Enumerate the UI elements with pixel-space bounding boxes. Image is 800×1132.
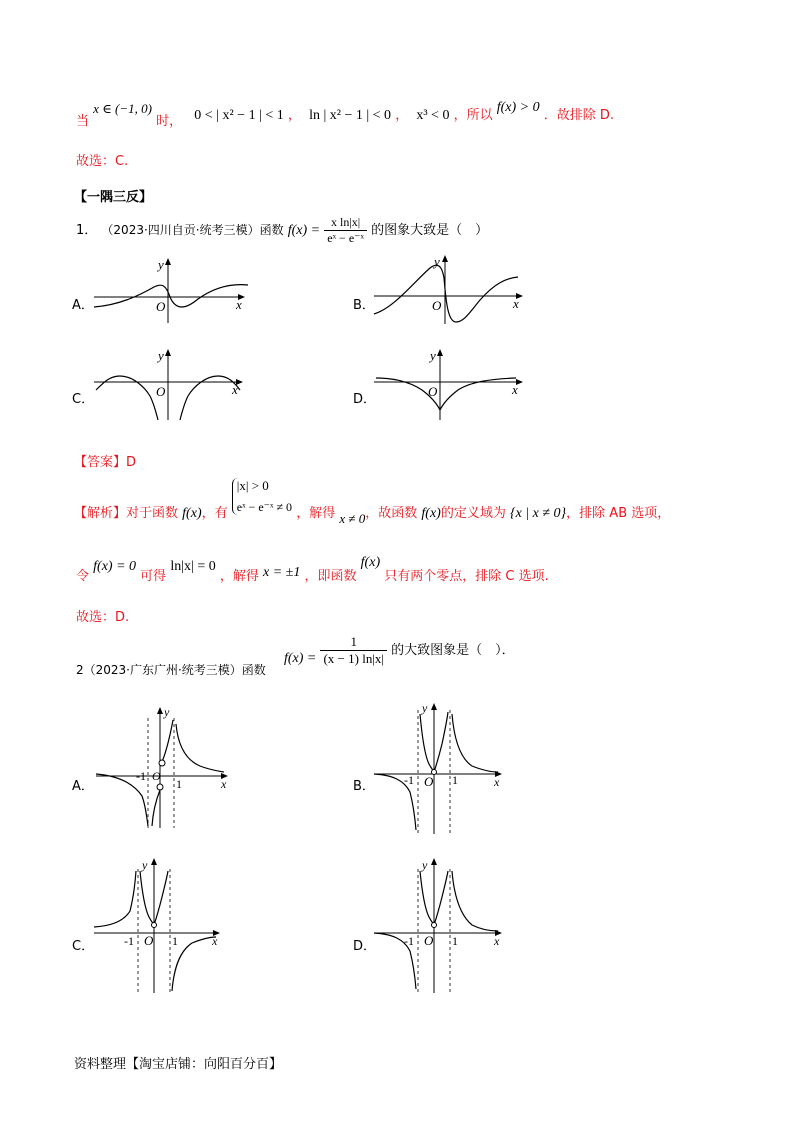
prev-comma-2: ， [287, 108, 301, 123]
section-title: 【一隅三反】 [74, 190, 153, 205]
q1-analysis-text-g: ，排除 AB 选项， [566, 506, 671, 521]
q1a-y-label: y [158, 257, 164, 272]
q1-analysis-text-a: 对于函数 [126, 506, 179, 521]
q1d-y-label: y [430, 348, 436, 363]
prev-ineq-3: x³ < 0 [416, 108, 450, 123]
q1-analysis-domain: {x | x ≠ 0} [510, 506, 567, 521]
prev-choice: 故选：C. [76, 154, 129, 169]
q2c-neg-one: -1 [124, 934, 134, 948]
q1-option-a-label[interactable]: A． [72, 298, 94, 313]
q2a-neg-one: -1 [136, 769, 146, 783]
q1-graph-c[interactable] [90, 348, 260, 423]
prev-suffix-a: ，所以 [453, 108, 493, 123]
q1a-origin: O [156, 299, 166, 314]
q1-graph-b[interactable] [370, 252, 540, 327]
q2b-neg-one: -1 [404, 773, 414, 787]
q1-analysis-func-2: f(x) [421, 506, 441, 521]
q1-analysis2-eq: f(x) = 0 [93, 559, 137, 574]
q2-fraction [320, 634, 387, 667]
q2a-y-label: y [164, 705, 170, 719]
q1-sys-1: |x| > 0 [236, 478, 269, 493]
q1-func-den: eˣ − e⁻ˣ [327, 231, 364, 245]
q2b-x-label: x [494, 775, 500, 789]
q2d-one: 1 [452, 934, 458, 948]
q1-analysis-text-d: ，故函数 [365, 506, 418, 521]
q2-graph-c[interactable] [92, 855, 232, 995]
prev-ineq-4: f(x) > 0 [496, 100, 540, 115]
q1-analysis-label: 【解析】 [74, 506, 127, 521]
q1b-y-label: y [434, 254, 440, 269]
q1-option-c-label[interactable]: C． [72, 392, 95, 407]
q1-analysis-text-b: ，有 [201, 506, 228, 521]
q1-analysis2-eq2: ln|x| = 0 [170, 559, 216, 574]
q1-func-num: x ln|x| [324, 215, 367, 231]
q1-answer [74, 451, 136, 470]
q2d-origin: O [424, 933, 434, 948]
q1-analysis2-text-d: ，即函数 [304, 569, 357, 584]
q1-analysis2-text-a: 令 [76, 569, 90, 584]
q2c-x-label: x [212, 934, 218, 948]
q2b-y-label: y [422, 701, 428, 715]
q2-option-a-label[interactable]: A． [72, 779, 94, 794]
q2-option-d-label[interactable]: D． [353, 939, 377, 954]
q2-number: 2（2023·广东广州·统考三模）函数 [76, 663, 266, 677]
q2-graph-d[interactable] [372, 855, 512, 995]
q2-graph-b[interactable] [372, 700, 512, 835]
q1c-y-label: y [158, 348, 164, 363]
q1d-origin: O [428, 384, 438, 399]
q2c-y-label: y [142, 858, 148, 872]
q1-choice: 故选：D. [76, 610, 130, 625]
prev-suffix-b: ．故排除 D. [543, 108, 615, 123]
q1-analysis-sol: x ≠ 0 [339, 511, 366, 526]
prev-ineq-2: ln | x² − 1 | < 0 [309, 108, 392, 123]
q1-analysis2-text-b: 可得 [140, 569, 167, 584]
q2b-origin: O [424, 774, 434, 789]
prev-cond: x ∈ (−1, 0) [93, 101, 152, 116]
q2-stem [76, 634, 515, 677]
q2a-origin: O [152, 769, 161, 783]
q1-analysis2-text-c: ，解得 [219, 569, 259, 584]
q2d-x-label: x [494, 934, 500, 948]
q1-tail: 的图象大致是（ ） [371, 223, 489, 238]
prev-prefix: 当 [76, 114, 90, 129]
q2-graph-a[interactable] [90, 700, 240, 830]
q1-analysis-text-c: ，解得 [296, 506, 336, 521]
q1-analysis2-func: f(x) [360, 555, 381, 570]
q1c-origin: O [156, 384, 166, 399]
q2d-neg-one: -1 [404, 934, 414, 948]
q2-func-lhs: f(x) = [283, 651, 317, 666]
q1-sys-2: eˣ − e⁻ˣ ≠ 0 [236, 500, 293, 514]
q2-func-den: (x − 1) ln|x| [323, 651, 385, 666]
q1-func-lhs: f(x) = [287, 223, 321, 238]
q1-graph-d[interactable] [370, 348, 540, 423]
q1d-x-label: x [512, 382, 518, 397]
q1-graph-a[interactable] [90, 255, 260, 325]
q2d-y-label: y [422, 858, 428, 872]
q2-option-c-label[interactable]: C． [72, 939, 95, 954]
q1b-origin: O [432, 298, 442, 313]
prev-ineq-1: 0 < | x² − 1 | < 1 [194, 108, 284, 123]
q1-number: 1． [76, 223, 98, 238]
footer: 资料整理【淘宝店铺：向阳百分百】 [74, 1057, 283, 1072]
q1-source: （2023·四川自贡·统考三模）函数 [101, 223, 284, 237]
q1-analysis-text-e: 的定义域为 [440, 506, 506, 521]
q1-fraction [324, 215, 367, 246]
q2-func-num: 1 [320, 634, 387, 651]
q2a-one: 1 [176, 777, 182, 791]
q1-stem [76, 215, 488, 246]
q2c-one: 1 [172, 934, 178, 948]
q1-analysis2-text-e: 只有两个零点，排除 C 选项. [384, 569, 549, 584]
q1-answer-value: D [126, 455, 137, 470]
q1-analysis-system [232, 478, 292, 515]
q1a-x-label: x [236, 297, 242, 312]
prev-solution-line [76, 100, 615, 129]
q2-option-b-label[interactable]: B． [353, 779, 375, 794]
q1-option-d-label[interactable]: D． [353, 392, 377, 407]
prev-comma-3: ， [395, 108, 409, 123]
q1-option-b-label[interactable]: B． [353, 298, 375, 313]
q1c-x-label: x [232, 382, 238, 397]
prev-comma: 时， [156, 114, 183, 129]
q1-analysis2-sol: x = ±1 [263, 565, 301, 580]
q1-analysis-line-1 [74, 478, 670, 526]
q1b-x-label: x [513, 296, 519, 311]
q2-tail: 的大致图象是（ ）． [391, 643, 515, 658]
q1-analysis-line-2 [76, 555, 549, 584]
q1-answer-label: 【答案】 [74, 455, 127, 470]
q2a-x-label: x [221, 777, 227, 791]
q1-analysis-func: f(x) [182, 506, 202, 521]
q2c-origin: O [144, 933, 154, 948]
q2b-one: 1 [452, 773, 458, 787]
